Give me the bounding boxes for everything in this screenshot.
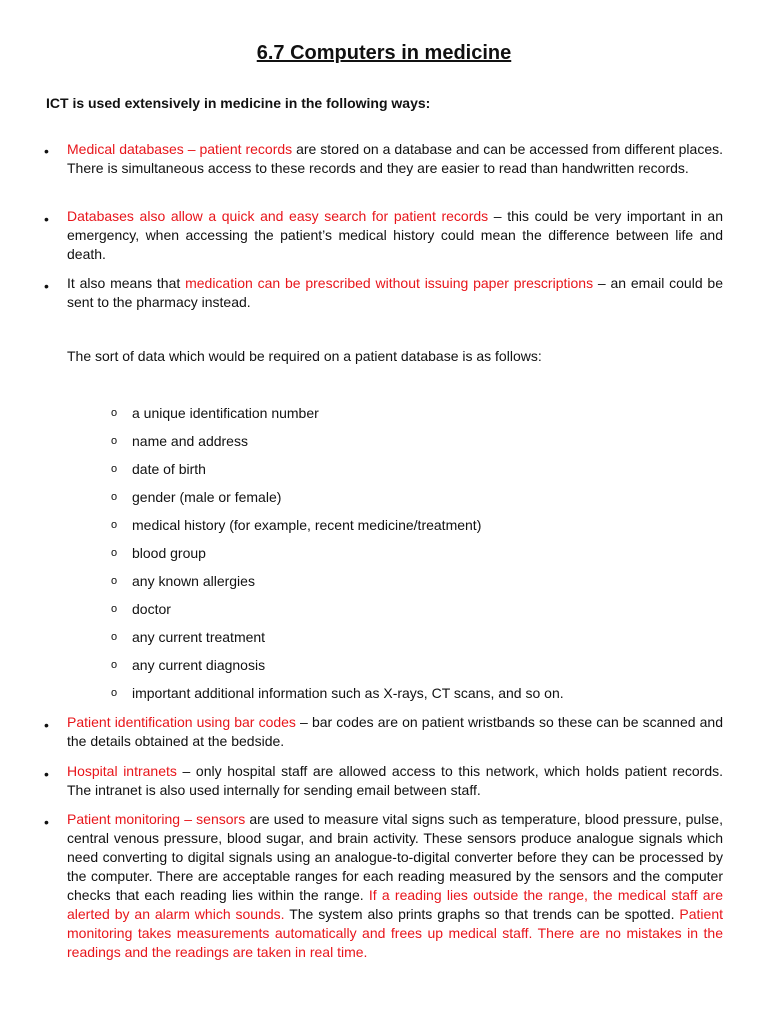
body-text: – this could be very important in an emergency, when accessing the patient’s medical history could mean the difference between life and death. — [67, 208, 723, 262]
circle-bullet-icon: o — [111, 547, 118, 559]
bullet-marker: • — [44, 717, 49, 733]
body-text: – an email could be sent to the pharmacy instead. — [67, 275, 723, 310]
list-item-text: medical history (for example, recent medicine/treatment) — [132, 517, 482, 533]
list-item-text: any current diagnosis — [132, 657, 266, 673]
body-text: are used to measure vital signs such as temperature, blood pressure, pulse, central venous pressure, blood sugar, and brain activity. These sensors produce analogue signals which need converting to digital signals using an analogue-to-digital converter before they can be processed by the computer. There are acceptable ranges for each reading measured by the sensors and the computer checks that each reading lies within the range. — [67, 811, 723, 903]
data-list-lead: The sort of data which would be required on a patient database is as follows: — [67, 348, 542, 364]
list-item-text: name and address — [132, 433, 248, 449]
highlight-text: Hospital intranets — [67, 763, 177, 779]
circle-bullet-icon: o — [111, 575, 118, 587]
bullet-marker: • — [44, 814, 49, 830]
highlight-text: Patient monitoring – sensors — [67, 811, 246, 827]
highlight-text: Databases also allow a quick and easy search for patient records — [67, 208, 489, 224]
page-title: 6.7 Computers in medicine — [256, 42, 512, 64]
list-item-text: doctor — [132, 601, 171, 617]
list-item-text: blood group — [132, 545, 206, 561]
bullet-quick-search — [67, 207, 723, 264]
circle-bullet-icon: o — [111, 491, 118, 503]
highlight-text: medication can be prescribed without issuing paper prescriptions — [185, 275, 594, 291]
body-text: are stored on a database and can be accessed from different places. There is simultaneous access to these records and they are easier to read than handwritten records. — [67, 141, 723, 176]
bullet-marker: • — [44, 211, 49, 227]
bullet-bar-codes — [67, 713, 723, 751]
intro-heading: ICT is used extensively in medicine in the following ways: — [46, 95, 431, 111]
circle-bullet-icon: o — [111, 687, 118, 699]
list-item-text: gender (male or female) — [132, 489, 282, 505]
bullet-marker: • — [44, 766, 49, 782]
list-item-text: a unique identification number — [132, 405, 319, 421]
circle-bullet-icon: o — [111, 603, 118, 615]
bullet-patient-monitoring — [67, 810, 723, 962]
highlight-text: If a reading lies outside the range, the medical staff are alerted by an alarm which sounds. — [67, 887, 723, 922]
highlight-text: Patient monitoring takes measurements automatically and frees up medical staff. There are no mistakes in the readings and the readings are taken in real time. — [67, 906, 723, 960]
bullet-medical-databases — [67, 140, 723, 178]
circle-bullet-icon: o — [111, 407, 118, 419]
bullet-prescriptions — [67, 274, 723, 312]
circle-bullet-icon: o — [111, 659, 118, 671]
list-item-text: important additional information such as X-rays, CT scans, and so on. — [132, 685, 564, 701]
highlight-text: Medical databases – patient records — [67, 141, 293, 157]
circle-bullet-icon: o — [111, 631, 118, 643]
bullet-marker: • — [44, 278, 49, 294]
bullet-marker: • — [44, 143, 49, 159]
circle-bullet-icon: o — [111, 463, 118, 475]
list-item-text: any known allergies — [132, 573, 255, 589]
list-item-text: date of birth — [132, 461, 206, 477]
highlight-text: Patient identification using bar codes — [67, 714, 296, 730]
circle-bullet-icon: o — [111, 519, 118, 531]
body-text: The system also prints graphs so that trends can be spotted. — [284, 906, 680, 922]
body-text: – only hospital staff are allowed access to this network, which holds patient records. The intranet is also used internally for sending email between staff. — [67, 763, 724, 798]
body-text: – bar codes are on patient wristbands so these can be scanned and the details obtained at the bedside. — [67, 714, 723, 749]
circle-bullet-icon: o — [111, 435, 118, 447]
bullet-hospital-intranets — [67, 762, 723, 800]
body-text: It also means that — [67, 275, 186, 291]
list-item-text: any current treatment — [132, 629, 266, 645]
